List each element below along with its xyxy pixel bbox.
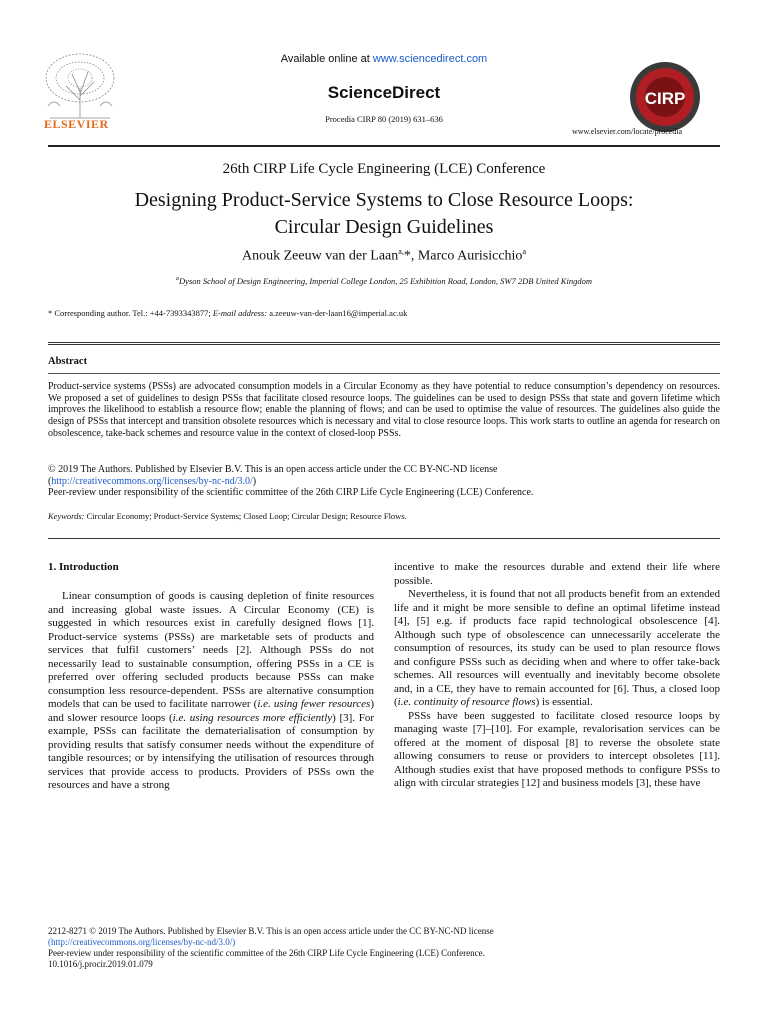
- sciencedirect-brand: ScienceDirect: [327, 83, 441, 102]
- intro-p1-middle: ) and slower resource loops (: [48, 698, 374, 724]
- section-heading: 1. Introduction: [48, 561, 119, 573]
- email-label: E-mail address:: [212, 308, 268, 318]
- footer-license-link[interactable]: (http://creativecommons.org/licenses/by-nc-nd/3.0/): [48, 937, 236, 947]
- paper-title: [40, 187, 728, 241]
- footer-doi[interactable]: 10.1016/j.procir.2019.01.079: [48, 959, 153, 969]
- intro-p1-end: ) [3]. For example, PSSs can facilitate the dematerialisation of consumption by providing results that satisfy consumer needs without the expenditure of tangible resources; or by intensifying the utilisation of resources through services that provide access to products. Providers of PSSs own the resources and have a strong: [48, 711, 375, 791]
- affiliation-mark: a: [176, 276, 180, 283]
- author-2: Marco Aurisicchio: [417, 248, 523, 264]
- copyright-line: © 2019 The Authors. Published by Elsevier B.V. This is an open access article under the CC BY-NC-ND license: [48, 464, 498, 475]
- footer-license-line: 2212-8271 © 2019 The Authors. Published by Elsevier B.V. This is an open access article under the CC BY-NC-ND license: [48, 926, 494, 936]
- left-column: [48, 590, 374, 793]
- affiliation-text: Dyson School of Design Engineering, Imperial College London, 25 Exhibition Road, London, SW7 2DB United Kingdom: [179, 276, 592, 286]
- author-2-affiliation-mark: a: [522, 247, 526, 256]
- corresponding-author: [48, 308, 407, 318]
- footer-peer-review: Peer-review under responsibility of the scientific committee of the 26th CIRP Life Cycle Engineering (LCE) Conference.: [48, 948, 485, 958]
- right-column: [394, 561, 720, 791]
- journal-site-link[interactable]: www.elsevier.com/locate/procedia: [572, 127, 683, 136]
- intro-p2-start: Nevertheless, it is found that not all products benefit from an extended life and it might be more sensible to define an optimal lifetime instead [4], [5] e.g. if products face rapid technological obsolescence [4]. Although such type of obsolescence can unnecessarily accelerate the consumption of resources, its study can be used to plan resource flows and configure PSSs such as deciding when and where to offer take-back schemes. All resources will eventually and inevitably become obsolete and, in a CE, they have to remain accounted for [6]. Thus, a closed loop (: [394, 588, 720, 708]
- corresponding-prefix: * Corresponding author. Tel.: +44-7393343877;: [48, 308, 213, 318]
- license-link[interactable]: http://creativecommons.org/licenses/by-nc-nd/3.0/: [51, 475, 253, 487]
- available-prefix: Available online at: [280, 53, 373, 65]
- peer-review-line: Peer-review under responsibility of the scientific committee of the 26th CIRP Life Cycle Engineering (LCE) Conference.: [48, 487, 534, 499]
- intro-p1-italic-1: i.e. using fewer resources: [257, 698, 371, 710]
- journal-citation: Procedia CIRP 80 (2019) 631–636: [325, 114, 443, 124]
- intro-p1-italic-2: i.e. using resources more efficiently: [172, 711, 333, 724]
- email-address[interactable]: a.zeeuw-van-der-laan16@imperial.ac.uk: [267, 308, 408, 318]
- keywords-label: Keywords:: [48, 511, 85, 521]
- abstract-bottom-rule: [48, 538, 720, 539]
- author-1-affiliation-mark: a,: [398, 247, 404, 256]
- footer-notice: [48, 926, 494, 970]
- abstract-top-rule: [48, 342, 720, 343]
- cirp-logo: [628, 60, 702, 134]
- conference-name: 26th CIRP Life Cycle Engineering (LCE) Conference: [222, 161, 546, 177]
- intro-p1-start: Linear consumption of goods is causing depletion of finite resources and increasing global waste issues. A Circular Economy (CE) is suggested in which resources exist in carefully designed flows [1]. Product-service systems (PSSs) are marketable sets of products and services that fulfil customers’ needs [2]. Although PSSs do not necessarily lead to sustainable consumption, offering PSSs in a CE is preferred over offering secluded products because PSSs can make consumption less resource-dependent. PSSs are alternative consumption models that can be used to facilitate narrower (: [48, 590, 374, 710]
- intro-paragraph-continuation: incentive to make the resources durable and extend their life where possible.: [394, 561, 720, 587]
- title-line-2: Circular Design Guidelines: [274, 216, 494, 238]
- abstract-heading: Abstract: [48, 356, 88, 367]
- copyright-block: [48, 464, 720, 499]
- author-separator: ,: [410, 248, 418, 264]
- intro-paragraph-1: [48, 590, 374, 793]
- abstract-top-rule-2: [48, 344, 720, 345]
- author-list: [0, 247, 768, 265]
- intro-paragraph-2: [394, 588, 720, 710]
- intro-paragraph-3: PSSs have been suggested to facilitate closed resource loops by managing waste [7]–[10]. For example, revalorisation services can be offered at the moment of disposal [8] to reverse the obsolete state allowing consumers to reuse or providers to intercept obsoletes [11]. Although studies exist that have proposed methods to configure PSSs to align with circular strategies [12] and business models [3], these have: [394, 709, 720, 789]
- keywords: [48, 511, 407, 521]
- author-1: Anouk Zeeuw van der Laan: [242, 248, 399, 264]
- corresponding-star: *: [403, 248, 411, 264]
- sciencedirect-link[interactable]: www.sciencedirect.com: [372, 53, 488, 65]
- cirp-logo-text: CIRP: [644, 89, 686, 108]
- elsevier-wordmark: ELSEVIER: [44, 117, 109, 131]
- abstract-text: Product-service systems (PSSs) are advocated consumption models in a Circular Economy as they have potential to reduce consumption’s dependency on resources. We proposed a set of guidelines to design PSSs that facilitate closed resource loops. The guidelines can be used to design PSSs that state and govern lifetime which improves the likelihood to establish a resource flow; enable the planning of flows; and can be used to optimise the value of resources. The guidelines also guide the design of PSSs that intercept and transition obsolete resources which is necessary and vital to close resource loops. This work starts to outline an agenda for research on obsolescence, take-back schemes and resource value in the context of closed-loop PSSs.: [48, 381, 720, 439]
- intro-p2-italic: i.e. continuity of resource flows: [397, 696, 536, 708]
- header-rule: [48, 145, 720, 147]
- keywords-list: Circular Economy; Product-Service Systems; Closed Loop; Circular Design; Resource Flows.: [84, 511, 407, 521]
- footer-link-line: [48, 937, 494, 948]
- title-line-1: Designing Product-Service Systems to Close Resource Loops:: [134, 189, 634, 211]
- affiliation: [0, 276, 768, 286]
- copyright-link-line: (http://creativecommons.org/licenses/by-nc-nd/3.0/): [48, 475, 257, 487]
- abstract-heading-rule: [48, 373, 720, 374]
- intro-p2-end: ) is essential.: [535, 696, 593, 708]
